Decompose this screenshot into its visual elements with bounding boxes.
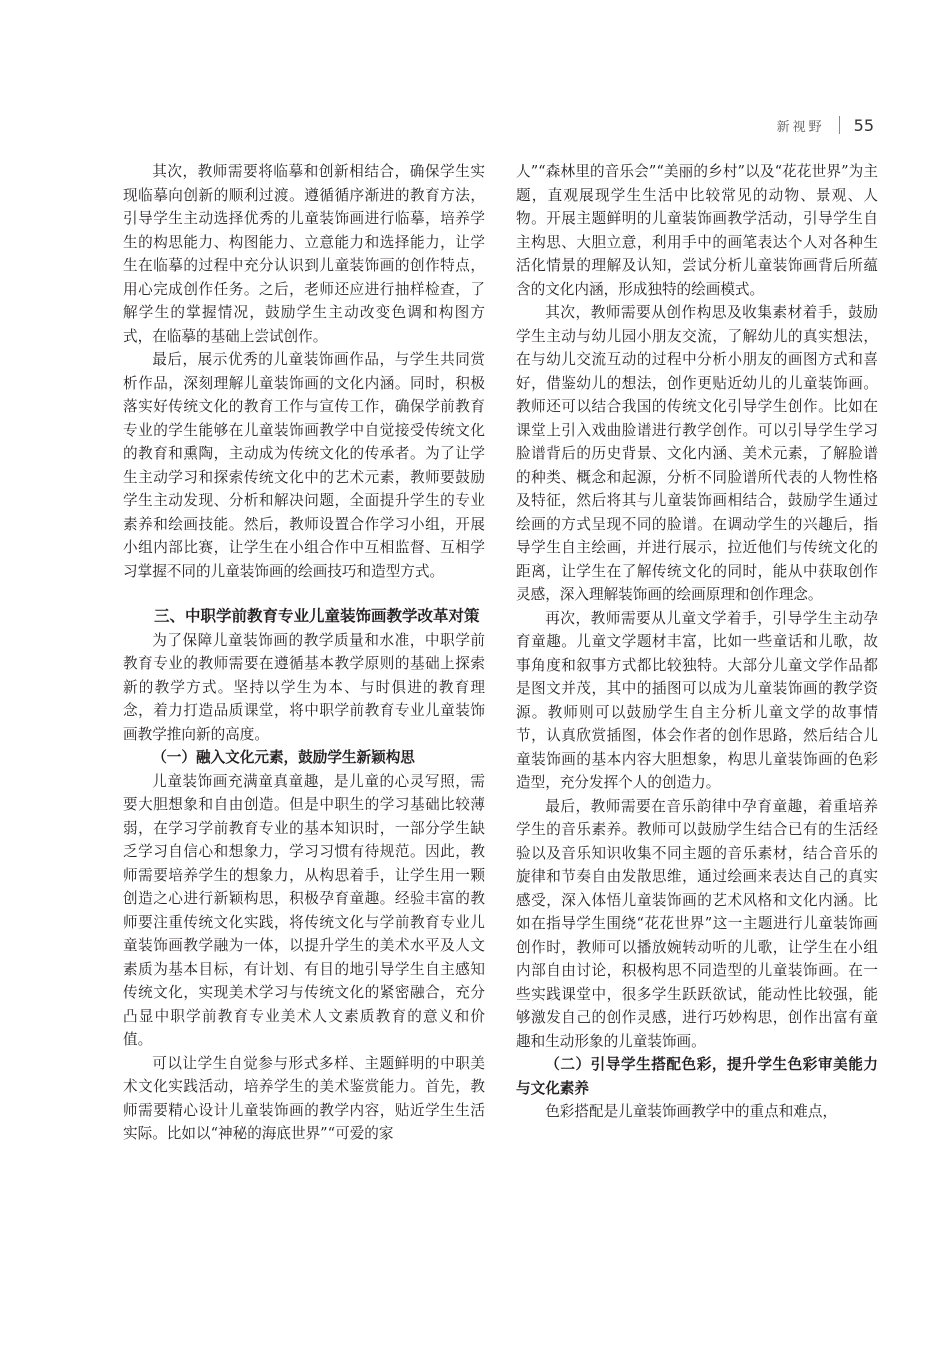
- paragraph: 可以让学生自觉参与形式多样、主题鲜明的中职美术文化实践活动，培养学生的美术鉴赏能力。首先，教师需要精心设计儿童装饰画的教学内容，贴近学生生活实际。比如以“神秘的海底世界”“可爱的家: [123, 1054, 485, 1142]
- section-heading: 三、中职学前教育专业儿童装饰画教学改革对策: [154, 607, 480, 625]
- paragraph: 再次，教师需要从儿童文学着手，引导学生主动孕育童趣。儿童文学题材丰富，比如一些童话和儿歌，故事角度和叙事方式都比较独特。大部分儿童文学作品都是图文并茂，其中的插图可以成为儿童装饰画的教学资源。教师则可以鼓励学生自主分析儿童文学的故事情节，认真欣赏插图，体会作者的创作思路，然后结合儿童装饰画的基本内容大胆想象，构思儿童装饰画的色彩造型，充分发挥个人的创造力。: [516, 609, 878, 791]
- subsection-heading: （二）引导学生搭配色彩，提升学生色彩审美能力与文化素养: [516, 1056, 878, 1097]
- section-name: 新视野: [776, 119, 825, 135]
- running-header: [777, 114, 874, 136]
- right-column: [516, 160, 878, 1124]
- paragraph: 最后，教师需要在音乐韵律中孕育童趣，着重培养学生的音乐素养。教师可以鼓励学生结合已有的生活经验以及音乐知识收集不同主题的音乐素材，结合音乐的旋律和节奏自由发散思维，通过绘画来表达自己的真实感受，深入体悟儿童装饰画的艺术风格和文化内涵。比如在指导学生围绕“花花世界”这一主题进行儿童装饰画创作时，教师可以播放婉转动听的儿歌，让学生在小组内部自由讨论，积极构思不同造型的儿童装饰画。在一些实践课堂中，很多学生跃跃欲试，能动性比较强，能够激发自己的创作灵感，进行巧妙构思，创作出富有童趣和生动形象的儿童装饰画。: [516, 797, 878, 1050]
- left-column: [123, 160, 485, 1146]
- paragraph: 为了保障儿童装饰画的教学质量和水准，中职学前教育专业的教师需要在遵循基本教学原则的基础上探索新的教学方式。坚持以学生为本、与时俱进的教育理念，着力打造品质课堂，将中职学前教育专业儿童装饰画教学推向新的高度。: [123, 631, 485, 743]
- paragraph: 其次，教师需要将临摹和创新相结合，确保学生实现临摹向创新的顺利过渡。遵循循序渐进的教育方法，引导学生主动选择优秀的儿童装饰画进行临摹，培养学生的构思能力、构图能力、立意能力和选择能力，让学生在临摹的过程中充分认识到儿童装饰画的创作特点，用心完成创作任务。之后，老师还应进行抽样检查，了解学生的掌握情况，鼓励学生主动改变色调和构图方式，在临摹的基础上尝试创作。: [123, 163, 485, 345]
- paragraph: 最后，展示优秀的儿童装饰画作品，与学生共同赏析作品，深刻理解儿童装饰画的文化内涵。同时，积极落实好传统文化的教育工作与宣传工作，确保学前教育专业的学生能够在儿童装饰画教学中自觉接受传统文化的教育和熏陶，主动成为传统文化的传承者。为了让学生主动学习和探索传统文化中的艺术元素，教师要鼓励学生主动发现、分析和解决问题，全面提升学生的专业素养和绘画技能。然后，教师设置合作学习小组，开展小组内部比赛，让学生在小组合作中互相监督、互相学习掌握不同的儿童装饰画的绘画技巧和造型方式。: [123, 351, 485, 580]
- subsection-heading: （一）融入文化元素，鼓励学生新颖构思: [152, 749, 415, 766]
- paragraph: 其次，教师需要从创作构思及收集素材着手，鼓励学生主动与幼儿园小朋友交流，了解幼儿的真实想法，在与幼儿交流互动的过程中分析小朋友的画图方式和喜好，借鉴幼儿的想法，创作更贴近幼儿的儿童装饰画。教师还可以结合我国的传统文化引导学生创作。比如在课堂上引入戏曲脸谱进行教学创作。可以引导学生学习脸谱背后的历史背景、文化内涵、美术元素，了解脸谱的种类、概念和起源，分析不同脸谱所代表的人物性格及特征，然后将其与儿童装饰画相结合，鼓励学生通过绘画的方式呈现不同的脸谱。在调动学生的兴趣后，指导学生自主绘画，并进行展示，拉近他们与传统文化的距离，让学生在了解传统文化的同时，能从中获取创作灵感，深入理解装饰画的绘画原理和创作理念。: [516, 304, 878, 603]
- paragraph: 人”“森林里的音乐会”“美丽的乡村”以及“花花世界”为主题，直观展现学生生活中比较常见的动物、景观、人物。开展主题鲜明的儿童装饰画教学活动，引导学生自主构思、大胆立意，利用手中的画笔表达个人对各种生活化情景的理解及认知，尝试分析儿童装饰画背后所蕴含的文化内涵，形成独特的绘画模式。: [516, 163, 878, 298]
- page-number: 55: [853, 115, 874, 135]
- paragraph: 儿童装饰画充满童真童趣，是儿童的心灵写照，需要大胆想象和自由创造。但是中职生的学习基础比较薄弱，在学习学前教育专业的基本知识时，一部分学生缺乏学习自信心和想象力，学习习惯有待规范。因此，教师需要培养学生的想象力，从构思着手，让学生用一颗创造之心进行新颖构思，积极孕育童趣。经验丰富的教师要注重传统文化实践，将传统文化与学前教育专业儿童装饰画教学融为一体，以提升学生的美术水平及人文素质为基本目标，有计划、有目的地引导学生自主感知传统文化，实现美术学习与传统文化的紧密融合，充分凸显中职学前教育专业美术人文素质教育的意义和价值。: [123, 772, 485, 1048]
- paragraph: 色彩搭配是儿童装饰画教学中的重点和难点，: [545, 1103, 838, 1120]
- header-divider: [839, 116, 840, 134]
